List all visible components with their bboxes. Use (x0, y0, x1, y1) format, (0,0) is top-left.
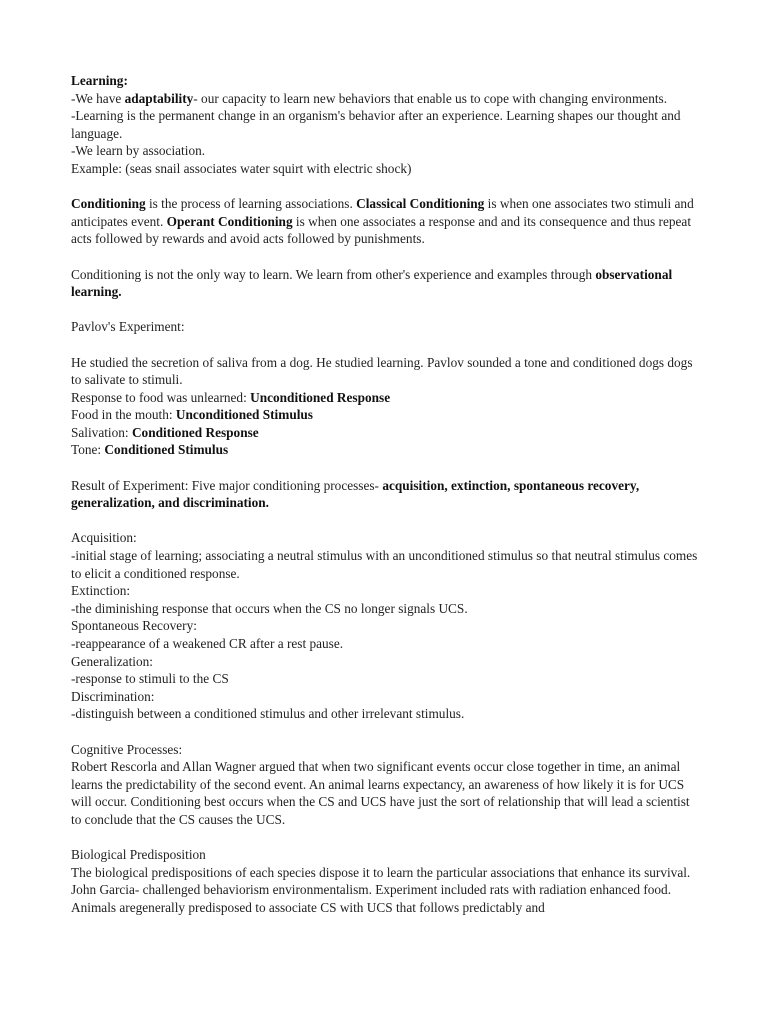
spacer (71, 178, 701, 196)
process-name: Spontaneous Recovery: (71, 618, 197, 634)
observational-paragraph (71, 266, 701, 301)
result-paragraph (71, 477, 701, 512)
permanent-change-line: -Learning is the permanent change in an organism's behavior after an experience. Learning shapes our thought and language. (71, 108, 681, 141)
process-description: -distinguish between a conditioned stimulus and other irrelevant stimulus. (71, 706, 465, 722)
adaptability-term: adaptability (124, 90, 194, 106)
adaptability-prefix: -We have (71, 90, 125, 106)
document-page (71, 72, 701, 917)
result-processes: acquisition, extinction, spontaneous recovery, generalization, and discrimination. (71, 477, 640, 511)
cognitive-paragraph: Robert Rescorla and Allan Wagner argued that when two significant events occur close together in time, an animal learns the predictability of the second event. An animal learns expectancy, an awareness of how likely it is for UCS will occur. Conditioning best occurs when the CS and UCS have just the sort of relationship that will lead a scientist to conclude that the CS causes the UCS. (71, 759, 690, 827)
term-value: Conditioned Response (131, 424, 259, 440)
cognitive-heading: Cognitive Processes: (71, 741, 183, 757)
pavlov-term-line (71, 424, 701, 442)
process-description: -initial stage of learning; associating a neutral stimulus with an unconditioned stimulus so that neutral stimulus comes to elicit a conditioned response. (71, 548, 698, 581)
adaptability-definition: - our capacity to learn new behaviors that enable us to cope with changing environments. (193, 90, 668, 106)
term-label: Food in the mouth: (71, 407, 176, 423)
observational-text: Conditioning is not the only way to learn. We learn from other's experience and examples through (71, 266, 596, 282)
conditioning-text: is the process of learning associations. (145, 196, 357, 212)
adaptability-line (71, 90, 701, 108)
spacer (71, 336, 701, 354)
process-description: -response to stimuli to the CS (71, 671, 229, 687)
observational-term: observational learning. (71, 266, 673, 300)
result-text: Result of Experiment: Five major conditioning processes- (71, 477, 383, 493)
process-name: Extinction: (71, 583, 131, 599)
term-label: Tone: (71, 442, 105, 458)
term-value: Unconditioned Stimulus (175, 407, 313, 423)
term-value: Unconditioned Response (250, 389, 391, 405)
learning-heading: Learning: (71, 73, 128, 88)
term-label: Salivation: (71, 424, 132, 440)
example-line: Example: (seas snail associates water squirt with electric shock) (71, 160, 412, 176)
biological-paragraph: The biological predispositions of each species dispose it to learn the particular associations that enhance its survival. (71, 864, 691, 880)
spacer (71, 459, 701, 477)
term-label: Response to food was unlearned: (71, 389, 251, 405)
spacer (71, 829, 701, 847)
conditioning-term: Conditioning (71, 196, 146, 212)
operant-conditioning-text: is when one associates a response and and its consequence and thus repeat acts followed by rewards and avoid acts followed by punishments. (71, 213, 692, 247)
association-line: -We learn by association. (71, 143, 206, 159)
biological-heading: Biological Predisposition (71, 847, 206, 863)
operant-conditioning-term: Operant Conditioning (166, 213, 293, 229)
garcia-paragraph: John Garcia- challenged behaviorism environmentalism. Experiment included rats with radiation enhanced food. Animals aregenerally predisposed to associate CS with UCS that follows predictably and (71, 882, 672, 915)
pavlov-term-line (71, 441, 701, 459)
process-name: Generalization: (71, 653, 153, 669)
classical-conditioning-term: Classical Conditioning (356, 196, 485, 212)
term-value: Conditioned Stimulus (104, 442, 229, 458)
conditioning-paragraph (71, 195, 701, 248)
spacer (71, 512, 701, 530)
pavlov-term-line (71, 389, 701, 407)
spacer (71, 301, 701, 319)
pavlov-heading: Pavlov's Experiment: (71, 319, 185, 335)
process-name: Discrimination: (71, 688, 155, 704)
spacer (71, 248, 701, 266)
classical-conditioning-text: is when one associates two stimuli and anticipates event. (71, 196, 694, 229)
process-name: Acquisition: (71, 530, 137, 546)
process-description: -the diminishing response that occurs when the CS no longer signals UCS. (71, 600, 468, 616)
pavlov-description: He studied the secretion of saliva from a dog. He studied learning. Pavlov sounded a tone and conditioned dogs dogs to salivate to stimuli. (71, 354, 693, 388)
spacer (71, 723, 701, 741)
process-description: -reappearance of a weakened CR after a rest pause. (71, 636, 344, 651)
pavlov-term-line (71, 406, 701, 424)
